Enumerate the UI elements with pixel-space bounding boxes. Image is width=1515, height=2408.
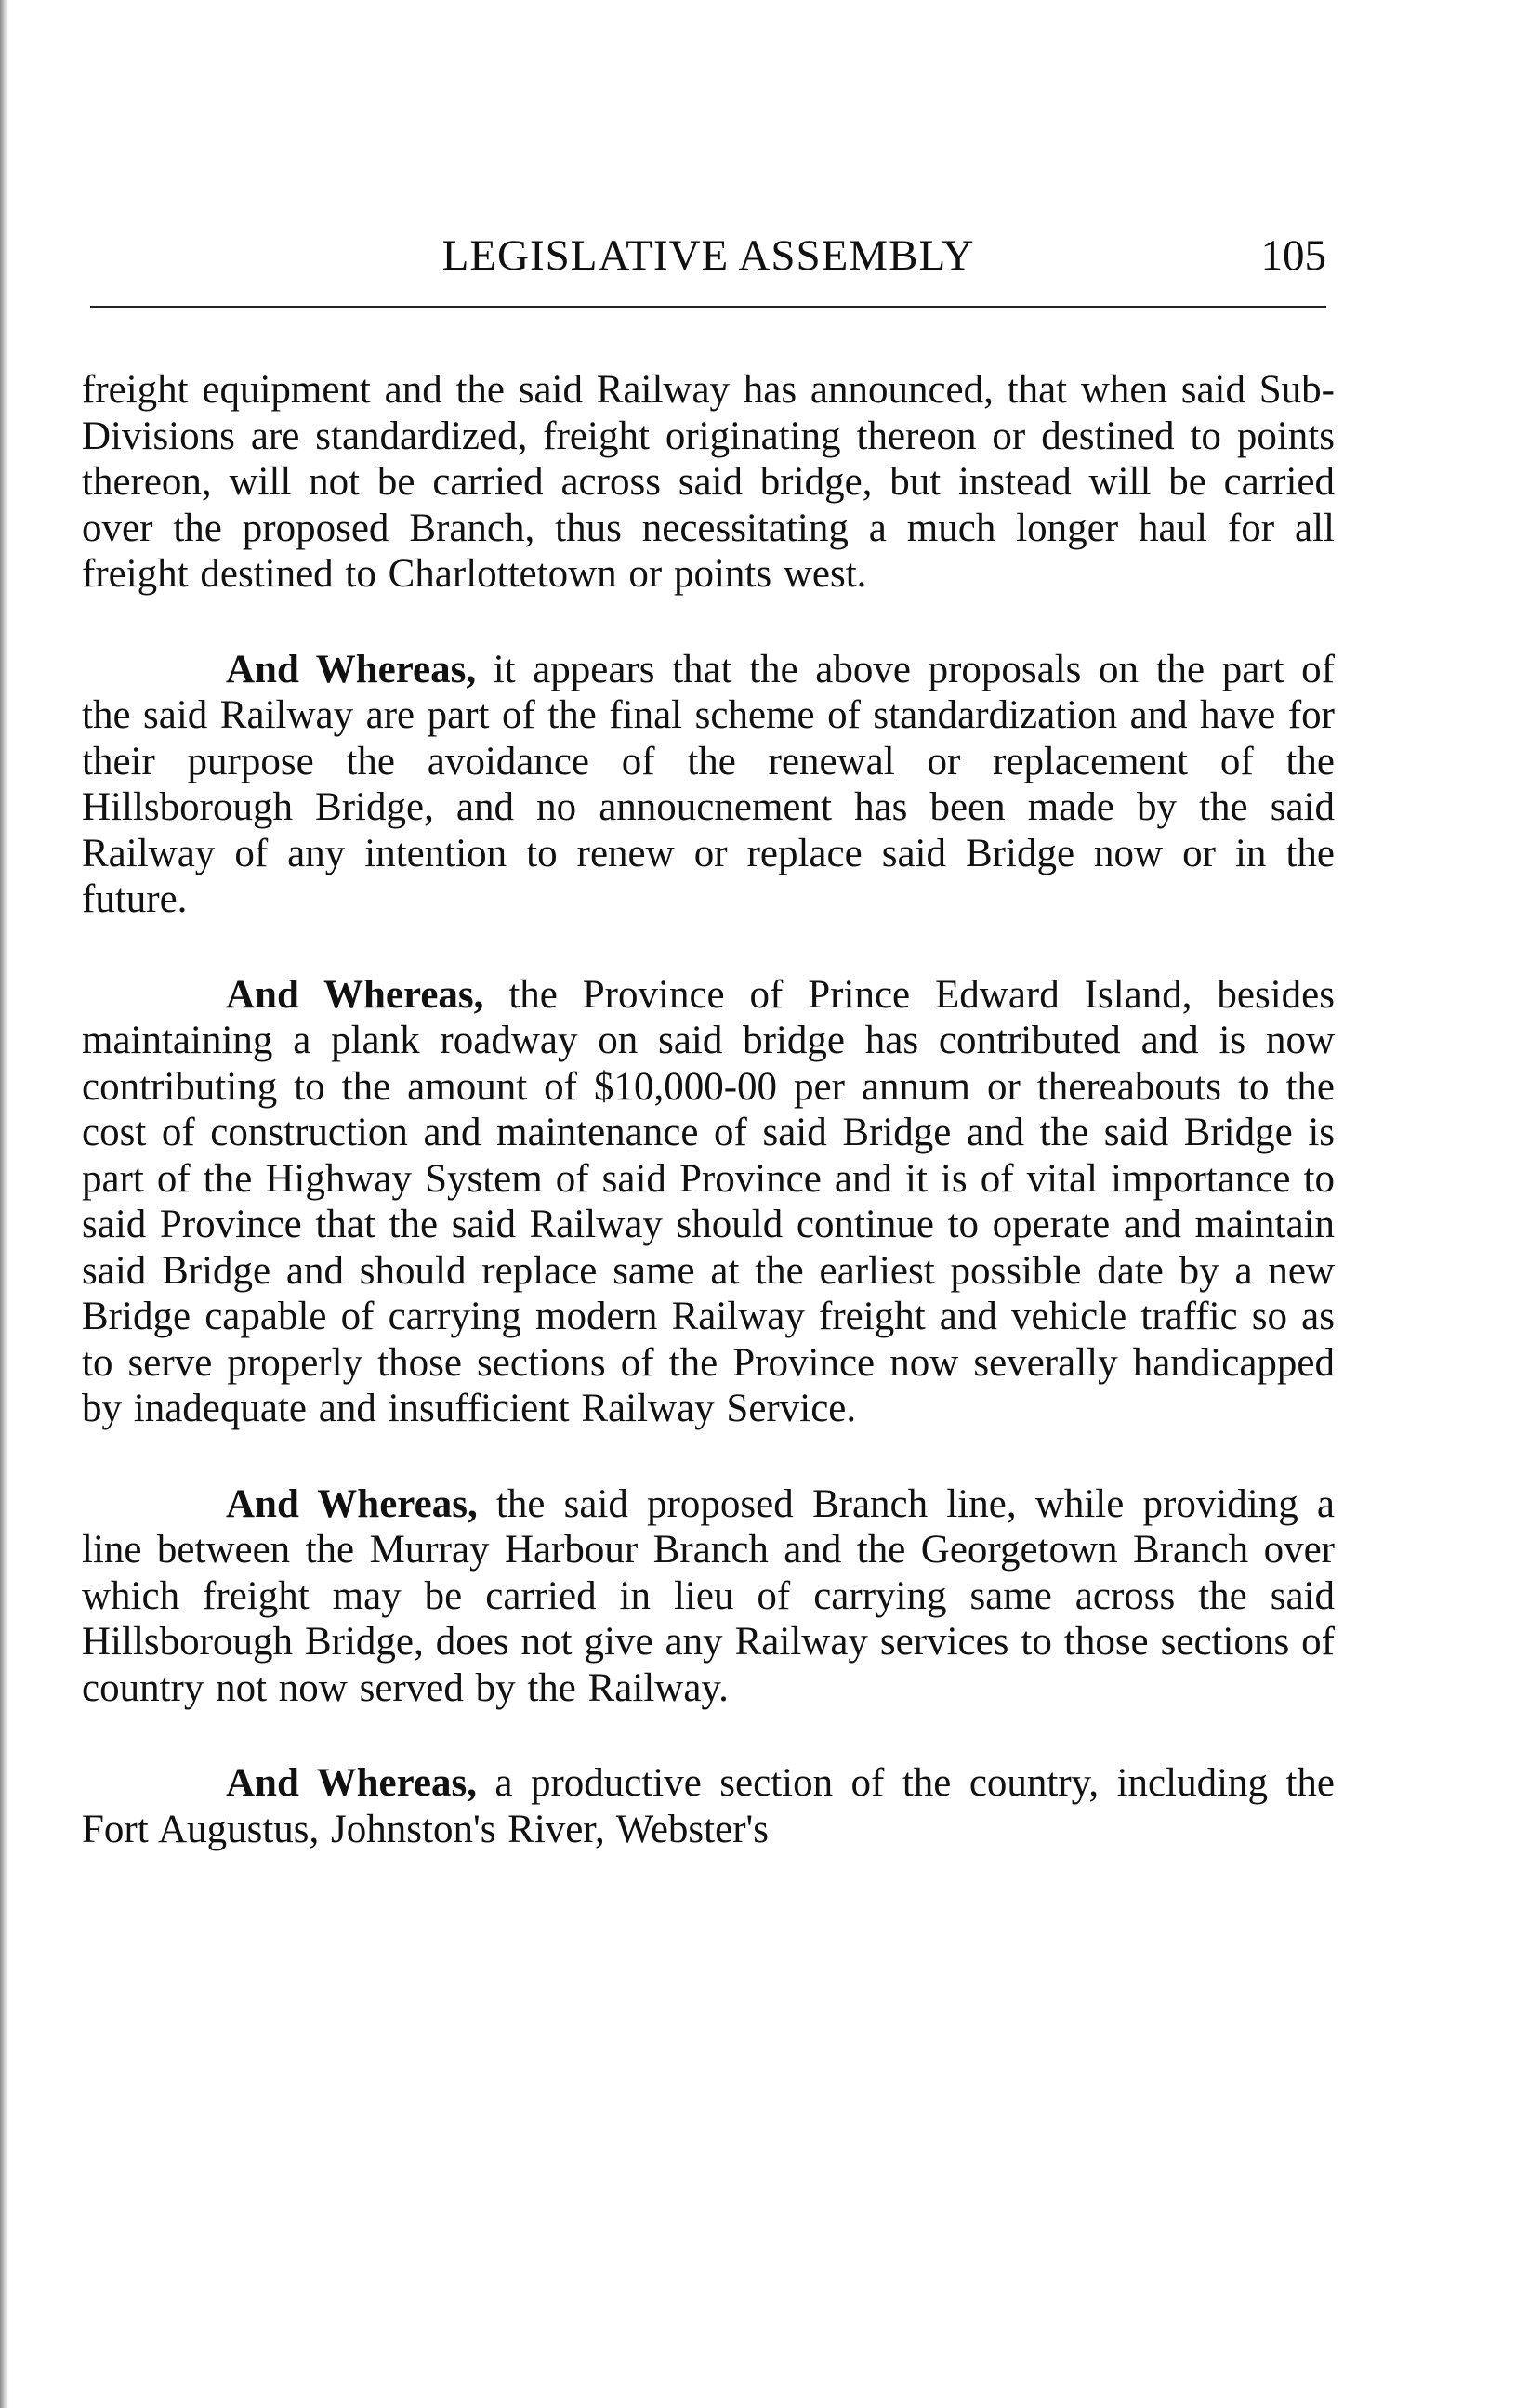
body-text bbox=[82, 367, 1335, 1901]
paragraph-2-text: it appears that the above proposals on the part of the said Railway are part of the final scheme of standardization and have for their purpose the avoidance of the renewal or replacement of the Hillsborough Bridge, and no annoucnement has been made by the said Railway of any intention to renew or replace said Bridge now or in the future. bbox=[82, 647, 1335, 921]
paragraph-2-lead: And Whereas, bbox=[226, 647, 477, 691]
paragraph-1-text: freight equipment and the said Railway has announced, that when said Sub-Divisions are standardized, freight originating thereon or destined to points thereon, will not be carried across said bridge, but instead will be carried over the proposed Branch, thus necessitating a much longer haul for all freight destined to Charlottetown or points west. bbox=[82, 368, 1335, 596]
running-title: LEGISLATIVE ASSEMBLY bbox=[441, 231, 975, 280]
page-left-edge bbox=[0, 0, 8, 2408]
page-header bbox=[90, 228, 1326, 302]
paragraph-4-lead: And Whereas, bbox=[226, 1481, 478, 1526]
page-number: 105 bbox=[1260, 231, 1326, 280]
paragraph-5 bbox=[82, 1760, 1335, 1852]
paragraph-5-text: a productive section of the country, including the Fort Augustus, Johnston's River, Webster's bbox=[82, 1761, 1336, 1851]
header-rule bbox=[90, 306, 1326, 308]
paragraph-2 bbox=[82, 647, 1335, 923]
paragraph-1 bbox=[82, 367, 1335, 598]
paragraph-5-lead: And Whereas, bbox=[226, 1761, 477, 1805]
paragraph-3-text: the Province of Prince Edward Island, besides maintaining a plank roadway on said bridge has contributed and is now contributing to the amount of $10,000-00 per annum or thereabouts to the cost of construction and maintenance of said Bridge and the said Bridge is part of the Highway System of said Province and it is of vital importance to said Province that the said Railway should continue to operate and maintain said Bridge and should replace same at the earliest possible date by a new Bridge capable of carrying modern Railway freight and vehicle traffic so as to serve properly those sections of the Province now severally handicapped by inadequate and insufficient Railway Service. bbox=[82, 972, 1336, 1430]
paragraph-3-lead: And Whereas, bbox=[226, 972, 484, 1017]
paragraph-4-text: the said proposed Branch line, while providing a line between the Murray Harbour Branch and the Georgetown Branch over which freight may be carried in lieu of carrying same across the said Hillsborough Bridge, does not give any Railway services to those sections of country not now served by the Railway. bbox=[82, 1481, 1336, 1710]
paragraph-4 bbox=[82, 1481, 1335, 1712]
paragraph-3 bbox=[82, 972, 1335, 1432]
